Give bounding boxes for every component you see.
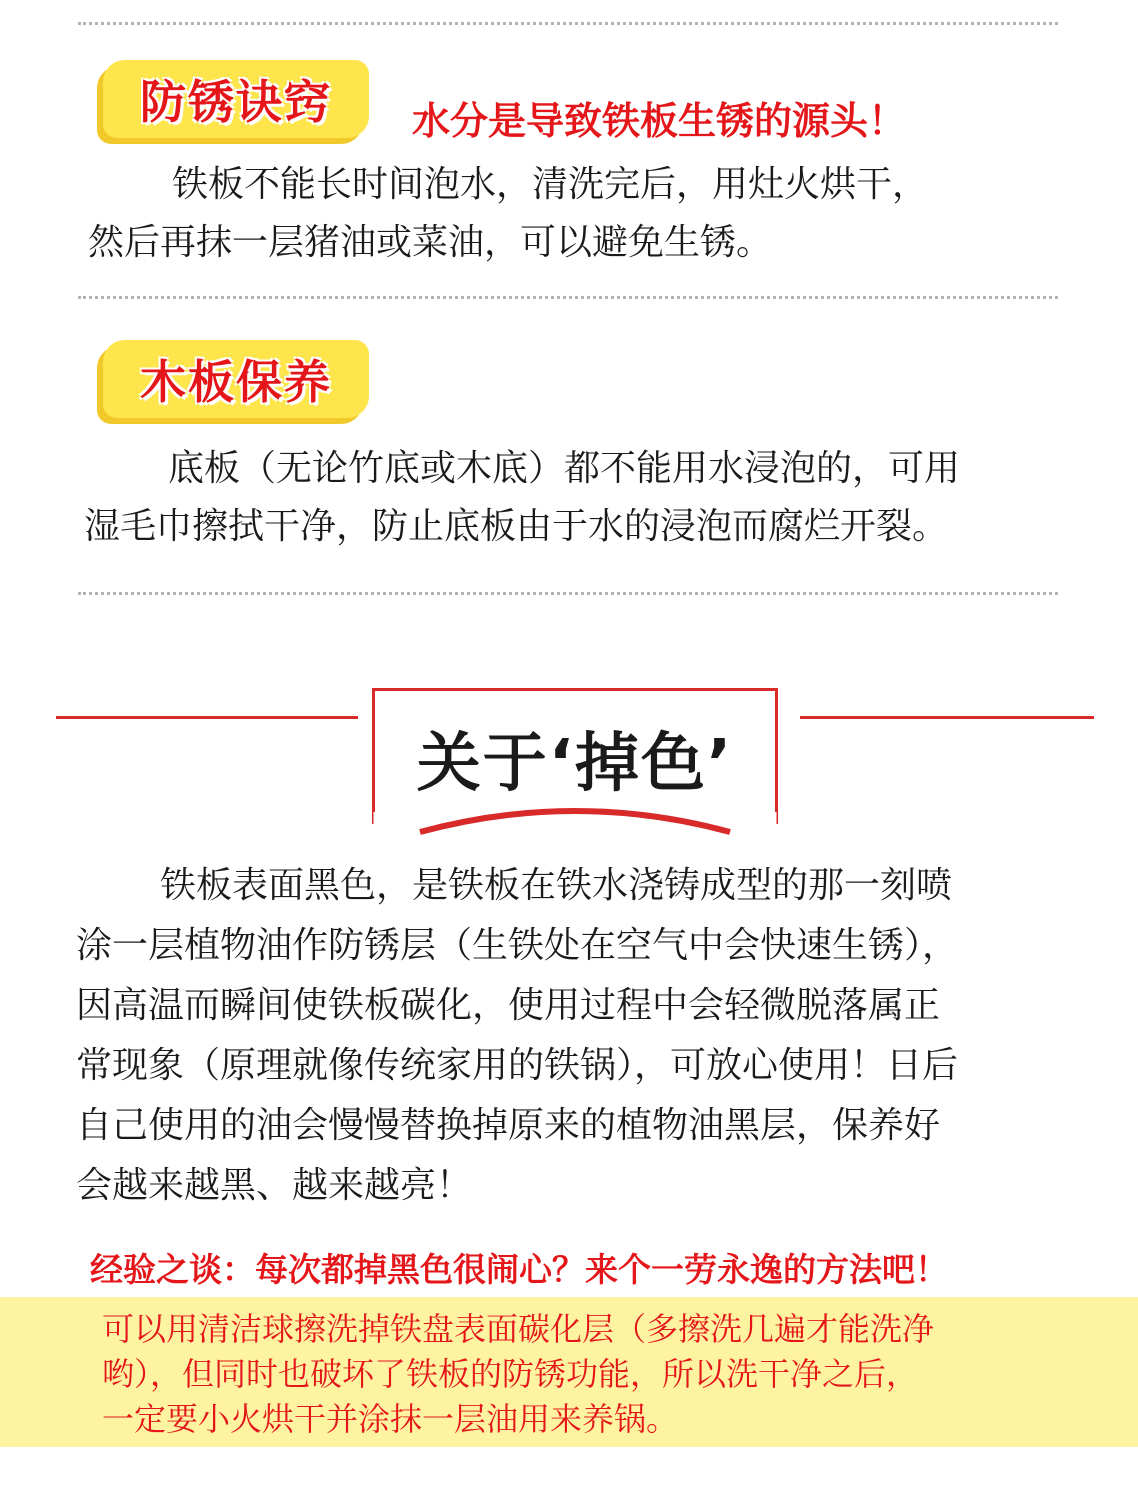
paragraph-line: 然后再抹一层猪油或菜油，可以避免生锈。: [88, 222, 773, 263]
paragraph-line: 自己使用的油会慢慢替换掉原来的植物油黑层，保养好: [76, 1105, 941, 1146]
paragraph-line: 铁板表面黑色，是铁板在铁水浇铸成型的那一刻喷: [160, 865, 953, 906]
paragraph-line: 常现象（原理就像传统家用的铁锅），可放心使用！日后: [76, 1045, 959, 1086]
section-badge-rust: [103, 60, 369, 138]
paragraph-line: 铁板不能长时间泡水，清洗完后，用灶火烘干，: [172, 164, 929, 205]
tip-box: [0, 1297, 1138, 1447]
paragraph-line: 湿毛巾擦拭干净，防止底板由于水的浸泡而腐烂开裂。: [84, 506, 949, 547]
paragraph-line: 底板（无论竹底或木底）都不能用水浸泡的，可用: [168, 448, 961, 489]
paragraph-color: [76, 856, 958, 1216]
highlight-text: 水分是导致铁板生锈的源头！: [412, 99, 907, 143]
paragraph-line: 因高温而瞬间使铁板碳化，使用过程中会轻微脱落属正: [76, 985, 941, 1026]
tip-line: 哟），但同时也破坏了铁板的防锈功能，所以洗干净之后，: [102, 1355, 919, 1393]
heading-rule-right: [800, 716, 1094, 719]
tip-paragraph: [102, 1307, 934, 1442]
section-badge-wood: [103, 340, 369, 418]
badge-label: 防锈诀窍: [140, 75, 332, 129]
paragraph-wood: [84, 440, 960, 556]
tip-line: 一定要小火烘干并涂抹一层油用来养锅。: [102, 1400, 679, 1438]
section-title: 关于‘掉色’: [416, 727, 734, 801]
paragraph-line: 会越来越黑、越来越亮！: [76, 1165, 473, 1206]
heading-rule-left: [56, 716, 358, 719]
paragraph-line: 涂一层植物油作防锈层（生铁处在空气中会快速生锈），: [76, 925, 959, 966]
divider-dotted: [78, 22, 1058, 25]
tip-line: 可以用清洁球擦洗掉铁盘表面碳化层（多擦洗几遍才能洗净: [102, 1310, 935, 1348]
divider-dotted: [78, 296, 1058, 299]
tip-heading: 经验之谈：每次都掉黑色很闹心？来个一劳永逸的方法吧！: [90, 1250, 948, 1289]
badge-label: 木板保养: [140, 355, 332, 409]
paragraph-rust: [88, 156, 928, 272]
divider-dotted: [78, 592, 1058, 595]
